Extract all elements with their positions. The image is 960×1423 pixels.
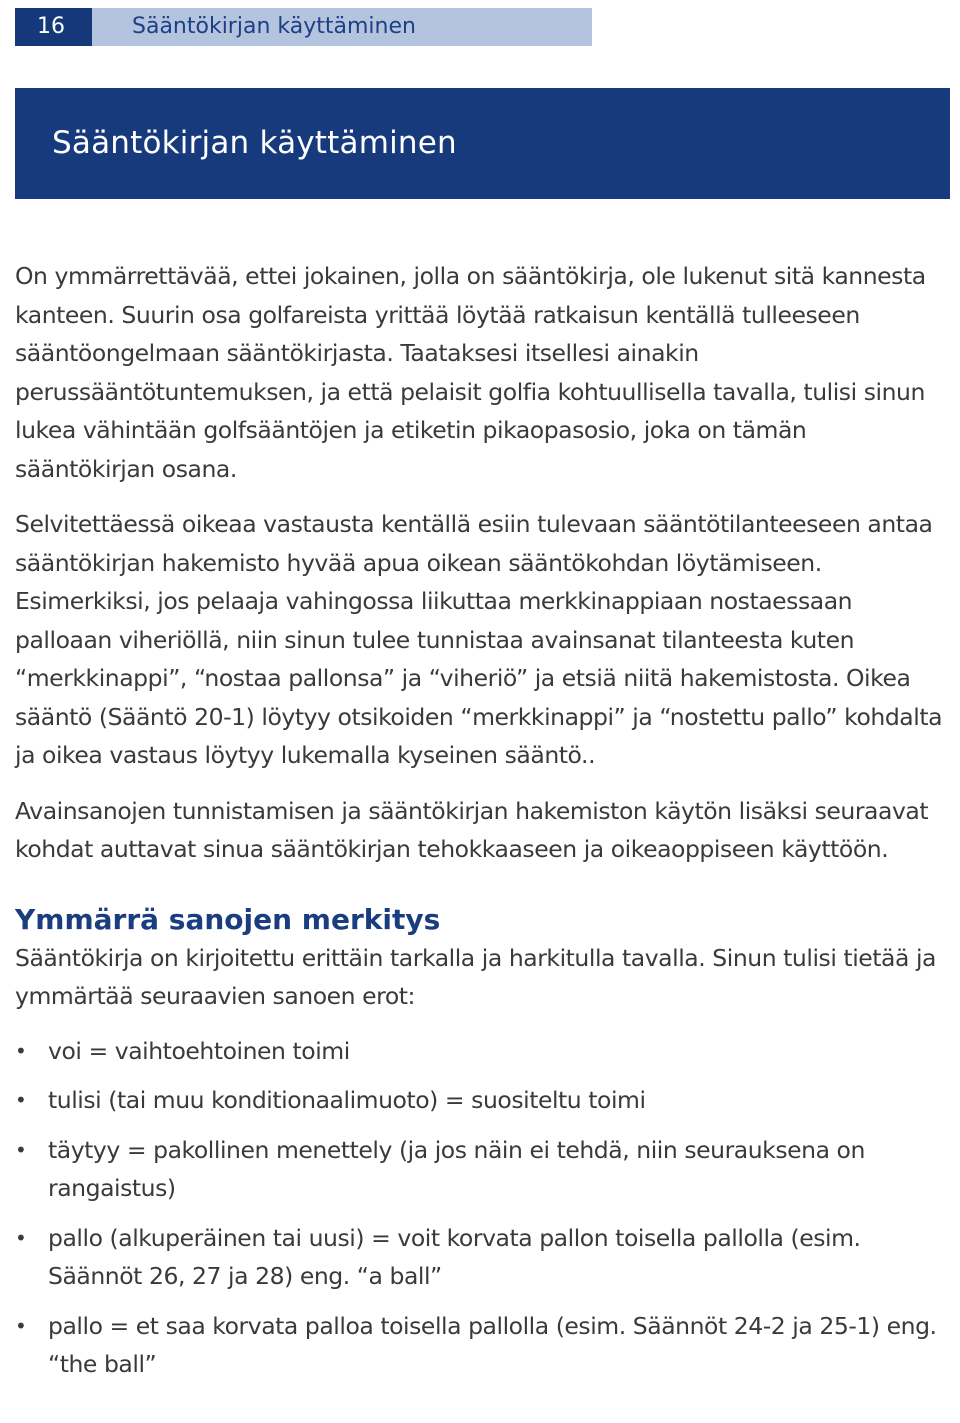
bullet-icon: • bbox=[15, 1225, 27, 1250]
list-item-text: voi = vaihtoehtoinen toimi bbox=[48, 1036, 350, 1065]
paragraph-index-usage: Selvitettäessä oikeaa vastausta kentällä esiin tulevaan sääntötilanteeseen antaa sääntökirjan hakemisto hyvää apua oikean sääntökohdan löytämiseen. Esimerkiksi, jos pelaaja vahingossa liikuttaa merkkinappiaan nostaessaan palloaan viheriöllä, niin sinun tulee tunnistaa avainsanat tilanteesta kuten “merkkinappi”, “nostaa pallonsa” ja “viheriö” ja etsiä niitä hakemistosta. Oikea sääntö (Sääntö 20-1) löytyy otsikoiden “merkkinappi” ja “nostettu pallo” kohdalta ja oikea vastaus löytyy lukemalla kyseinen sääntö.. bbox=[15, 510, 943, 769]
bullet-icon: • bbox=[15, 1088, 27, 1112]
content bbox=[15, 257, 947, 1395]
page-title: Sääntökirjan käyttäminen bbox=[52, 125, 457, 161]
list-item bbox=[15, 1081, 947, 1120]
page-number: 16 bbox=[15, 8, 92, 46]
bullet-icon: • bbox=[15, 1313, 27, 1338]
list-item bbox=[15, 1219, 947, 1296]
list-item-text: pallo (alkuperäinen tai uusi) = voit korvata pallon toisella pallolla (esim. Säännöt 26, 27 ja 28) eng. “a ball” bbox=[48, 1223, 861, 1290]
running-title: Sääntökirjan käyttäminen bbox=[92, 8, 592, 46]
bullet-icon: • bbox=[15, 1038, 27, 1063]
list-item bbox=[15, 1032, 947, 1071]
term-list bbox=[15, 1032, 947, 1384]
title-banner bbox=[15, 88, 950, 199]
list-item-text: täytyy = pakollinen menettely (ja jos näin ei tehdä, niin seurauksena on rangaistus) bbox=[48, 1135, 865, 1202]
list-item-text: tulisi (tai muu konditionaalimuoto) = suositeltu toimi bbox=[48, 1086, 646, 1114]
paragraph-keywords: Avainsanojen tunnistamisen ja sääntökirjan hakemiston käytön lisäksi seuraavat kohdat auttavat sinua sääntökirjan tehokkaaseen ja oikeaoppiseen käyttöön. bbox=[15, 796, 929, 863]
list-item bbox=[15, 1307, 947, 1384]
bullet-icon: • bbox=[15, 1137, 27, 1162]
section-intro: Sääntökirja on kirjoitettu erittäin tarkalla ja harkitulla tavalla. Sinun tulisi tietää ja ymmärtää seuraavien sanoen erot: bbox=[15, 943, 936, 1010]
section-heading: Ymmärrä sanojen merkitys bbox=[15, 902, 441, 936]
list-item-text: pallo = et saa korvata palloa toisella pallolla (esim. Säännöt 24-2 ja 25-1) eng. “the ball” bbox=[48, 1311, 937, 1378]
paragraph-intro: On ymmärrettävää, ettei jokainen, jolla on sääntökirja, ole lukenut sitä kannesta kanteen. Suurin osa golfareista yrittää löytää ratkaisun kentällä tulleeseen sääntöongelmaan sääntökirjasta. Taataksesi itsellesi ainakin perussääntötuntemuksen, ja että pelaisit golfia kohtuullisella tavalla, tulisi sinun lukea vähintään golfsääntöjen ja etiketin pikaopasosio, joka on tämän sääntökirjan osana. bbox=[15, 262, 926, 483]
list-item bbox=[15, 1131, 947, 1208]
page-header bbox=[15, 8, 592, 46]
